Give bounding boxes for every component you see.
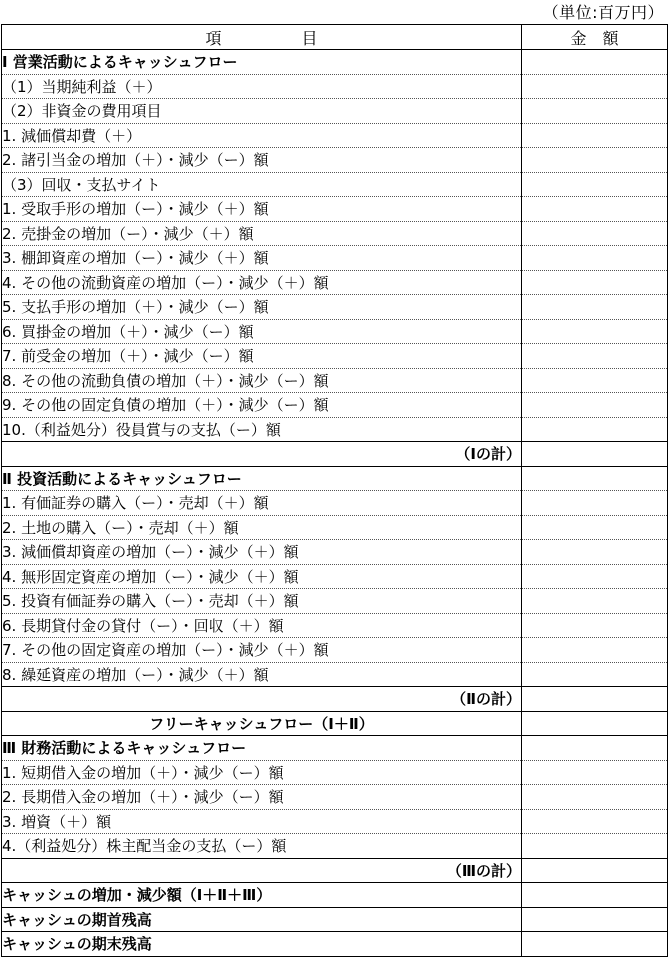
table-row: [2, 221, 668, 246]
unit-label: （単位:百万円）: [542, 3, 664, 22]
table-row: [2, 319, 668, 344]
amount-cell[interactable]: [522, 785, 668, 810]
subtotal-row: [2, 858, 668, 883]
amount-cell[interactable]: [522, 540, 668, 565]
table-row: [2, 638, 668, 663]
amount-cell[interactable]: [522, 515, 668, 540]
amount-cell[interactable]: [522, 687, 668, 712]
row-label: 8. その他の流動負債の増加（＋）・減少（ー）額: [2, 368, 522, 393]
amount-cell[interactable]: [522, 491, 668, 516]
amount-cell[interactable]: [522, 711, 668, 736]
row-label: （3）回収・支払サイト: [2, 172, 522, 197]
amount-cell[interactable]: [522, 99, 668, 124]
table-row: [2, 564, 668, 589]
row-label: 10.（利益処分）役員賞与の支払（ー）額: [2, 417, 522, 442]
row-label: 1. 減価償却費（＋）: [2, 123, 522, 148]
table-row: [2, 785, 668, 810]
row-label: 3. 棚卸資産の増加（ー）・減少（＋）額: [2, 246, 522, 271]
amount-cell[interactable]: [522, 368, 668, 393]
row-label: 2. 売掛金の増加（ー）・減少（＋）額: [2, 221, 522, 246]
amount-cell[interactable]: [522, 613, 668, 638]
cash-ending-label: キャッシュの期末残高: [2, 932, 522, 957]
amount-cell[interactable]: [522, 736, 668, 761]
table-row: [2, 834, 668, 859]
row-label: 6. 買掛金の増加（＋）・減少（ー）額: [2, 319, 522, 344]
amount-cell[interactable]: [522, 662, 668, 687]
amount-cell[interactable]: [522, 74, 668, 99]
financing-total-label: （Ⅲの計）: [2, 858, 522, 883]
amount-cell[interactable]: [522, 442, 668, 467]
table-row: [2, 270, 668, 295]
amount-cell[interactable]: [522, 123, 668, 148]
table-row: [2, 197, 668, 222]
table-row: [2, 809, 668, 834]
section-row: [2, 466, 668, 491]
amount-cell[interactable]: [522, 564, 668, 589]
row-label: 5. 投資有価証券の購入（ー）・売却（＋）額: [2, 589, 522, 614]
item-column-header: 項目: [2, 25, 522, 50]
amount-cell[interactable]: [522, 589, 668, 614]
amount-cell[interactable]: [522, 172, 668, 197]
table-row: [2, 246, 668, 271]
row-label: 7. 前受金の増加（＋）・減少（ー）額: [2, 344, 522, 369]
free-cash-flow-row: [2, 711, 668, 736]
header-row: [2, 25, 668, 50]
summary-row: [2, 932, 668, 957]
row-label: 5. 支払手形の増加（＋）・減少（ー）額: [2, 295, 522, 320]
table-row: [2, 368, 668, 393]
subtotal-row: [2, 687, 668, 712]
amount-cell[interactable]: [522, 907, 668, 932]
operating-section-title: Ⅰ 営業活動によるキャッシュフロー: [2, 50, 522, 75]
row-label: 1. 受取手形の増加（ー）・減少（＋）額: [2, 197, 522, 222]
cash-beginning-label: キャッシュの期首残高: [2, 907, 522, 932]
table-row: [2, 613, 668, 638]
row-label: 4. 無形固定資産の増加（ー）・減少（＋）額: [2, 564, 522, 589]
table-row: [2, 491, 668, 516]
table-row: [2, 540, 668, 565]
amount-cell[interactable]: [522, 221, 668, 246]
summary-row: [2, 907, 668, 932]
amount-cell[interactable]: [522, 809, 668, 834]
investing-section-title: Ⅱ 投資活動によるキャッシュフロー: [2, 466, 522, 491]
table-row: [2, 344, 668, 369]
amount-cell[interactable]: [522, 417, 668, 442]
amount-column-header: 金額: [522, 25, 668, 50]
row-label: 2. 土地の購入（ー）・売却（＋）額: [2, 515, 522, 540]
table-row: [2, 417, 668, 442]
row-label: 1. 短期借入金の増加（＋）・減少（ー）額: [2, 760, 522, 785]
amount-cell[interactable]: [522, 344, 668, 369]
table-row: [2, 662, 668, 687]
amount-cell[interactable]: [522, 295, 668, 320]
row-label: 2. 長期借入金の増加（＋）・減少（ー）額: [2, 785, 522, 810]
amount-cell[interactable]: [522, 858, 668, 883]
row-label: 2. 諸引当金の増加（＋）・減少（ー）額: [2, 148, 522, 173]
row-label: 7. その他の固定資産の増加（ー）・減少（＋）額: [2, 638, 522, 663]
summary-row: [2, 883, 668, 908]
cash-change-label: キャッシュの増加・減少額（Ⅰ＋Ⅱ＋Ⅲ）: [2, 883, 522, 908]
table-row: [2, 589, 668, 614]
operating-total-label: （Ⅰの計）: [2, 442, 522, 467]
amount-cell[interactable]: [522, 50, 668, 75]
amount-cell[interactable]: [522, 270, 668, 295]
amount-cell[interactable]: [522, 197, 668, 222]
table-row: [2, 515, 668, 540]
row-label: 3. 増資（＋）額: [2, 809, 522, 834]
row-label: 1. 有価証券の購入（ー）・売却（＋）額: [2, 491, 522, 516]
table-row: [2, 172, 668, 197]
investing-total-label: （Ⅱの計）: [2, 687, 522, 712]
table-row: [2, 760, 668, 785]
row-label: 4. その他の流動資産の増加（ー）・減少（＋）額: [2, 270, 522, 295]
subtotal-row: [2, 442, 668, 467]
amount-cell[interactable]: [522, 148, 668, 173]
amount-cell[interactable]: [522, 466, 668, 491]
amount-cell[interactable]: [522, 393, 668, 418]
row-label: （2）非資金の費用項目: [2, 99, 522, 124]
amount-cell[interactable]: [522, 760, 668, 785]
amount-cell[interactable]: [522, 638, 668, 663]
table-row: [2, 74, 668, 99]
row-label: （1）当期純利益（＋）: [2, 74, 522, 99]
row-label: 8. 繰延資産の増加（ー）・減少（＋）額: [2, 662, 522, 687]
row-label: 3. 減価償却資産の増加（ー）・減少（＋）額: [2, 540, 522, 565]
table-row: [2, 393, 668, 418]
free-cash-flow-label: フリーキャッシュフロー（Ⅰ＋Ⅱ）: [2, 711, 522, 736]
table-row: [2, 99, 668, 124]
row-label: 9. その他の固定負債の増加（＋）・減少（ー）額: [2, 393, 522, 418]
financing-section-title: Ⅲ 財務活動によるキャッシュフロー: [2, 736, 522, 761]
section-row: [2, 736, 668, 761]
section-row: [2, 50, 668, 75]
table-row: [2, 123, 668, 148]
row-label: 6. 長期貸付金の貸付（ー）・回収（＋）額: [2, 613, 522, 638]
row-label: 4.（利益処分）株主配当金の支払（ー）額: [2, 834, 522, 859]
amount-cell[interactable]: [522, 246, 668, 271]
amount-cell[interactable]: [522, 834, 668, 859]
amount-cell[interactable]: [522, 319, 668, 344]
cash-flow-table: [1, 24, 668, 957]
table-row: [2, 148, 668, 173]
amount-cell[interactable]: [522, 883, 668, 908]
table-row: [2, 295, 668, 320]
amount-cell[interactable]: [522, 932, 668, 957]
